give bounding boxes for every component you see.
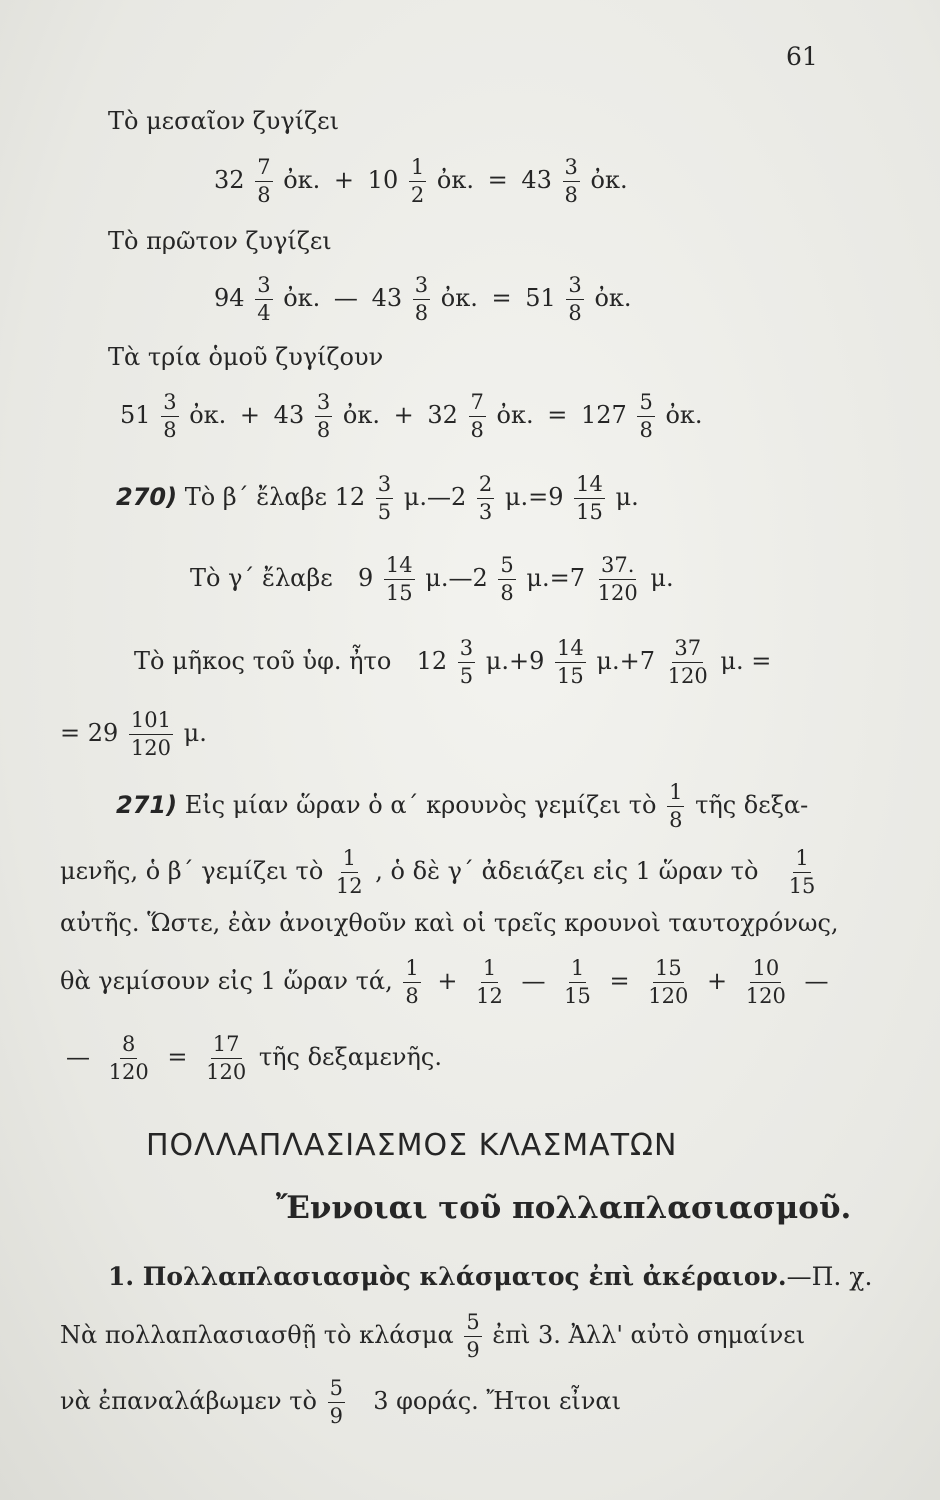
fraction — [498, 555, 515, 604]
unit: μ.—2 — [403, 483, 467, 511]
text-line — [60, 1312, 805, 1361]
line-text: Τὸ γ΄ ἔλαβε — [190, 564, 333, 592]
denominator: 15 — [788, 874, 816, 898]
denominator: 8 — [500, 581, 514, 605]
unit: ὀκ. — [189, 401, 227, 429]
denominator: 8 — [639, 418, 653, 442]
denominator: 5 — [459, 664, 474, 688]
denominator: 9 — [329, 1404, 343, 1428]
fraction — [255, 157, 272, 206]
line-text: , ὁ δὲ γ΄ ἀδειάζει εἰς 1 ὥραν τὸ — [375, 857, 759, 885]
text-line — [116, 782, 808, 831]
text-line: αὐτῆς. Ὥστε, ἐὰν ἀνοιχθοῦν καὶ οἱ τρεῖς κρουνοὶ ταυτοχρόνως, — [60, 909, 839, 937]
numerator: 3 — [376, 474, 393, 499]
text-line — [108, 1262, 872, 1292]
numerator: 10 — [750, 958, 781, 983]
line-text: Εἰς μίαν ὥραν ὁ α΄ κρουνὸς γεμίζει τὸ — [184, 791, 657, 819]
equation-line — [190, 555, 674, 604]
numerator: 1 — [793, 848, 810, 873]
numerator: 5 — [328, 1378, 345, 1403]
operator: + — [239, 401, 261, 429]
unit: ὀκ. — [496, 401, 534, 429]
numerator: 15 — [653, 958, 684, 983]
fraction — [328, 1378, 345, 1427]
number: 32 — [427, 401, 458, 429]
unit: ὀκ. — [665, 401, 703, 429]
denominator: 8 — [163, 418, 177, 442]
denominator: 8 — [414, 301, 429, 325]
operator: + — [437, 967, 458, 995]
paragraph-title: 1. Πολλαπλασιασμὸς κλάσματος ἐπὶ ἀκέραιον. — [108, 1262, 787, 1291]
operator: — — [521, 967, 546, 995]
denominator: 8 — [669, 808, 683, 832]
numerator: 7 — [255, 157, 272, 182]
denominator: 12 — [476, 984, 503, 1008]
denominator: 120 — [745, 984, 786, 1008]
numerator: 5 — [498, 555, 515, 580]
numerator: 17 — [211, 1034, 242, 1059]
denominator: 8 — [316, 418, 331, 442]
denominator: 15 — [564, 984, 591, 1008]
equation-line — [214, 275, 632, 324]
fraction — [413, 275, 430, 324]
line-text: μενῆς, ὁ β΄ γεμίζει τὸ — [60, 857, 324, 885]
equation-line — [60, 1034, 442, 1083]
operator: — — [333, 284, 358, 312]
operator: — — [66, 1043, 90, 1071]
line-text: τῆς δεξαμενῆς. — [258, 1043, 442, 1071]
unit: ὀκ. — [283, 166, 321, 194]
denominator: 15 — [576, 500, 603, 524]
denominator: 8 — [257, 183, 271, 207]
number: 32 — [214, 166, 245, 194]
fraction — [464, 1312, 481, 1361]
number: 51 — [525, 284, 556, 312]
operator: + — [333, 166, 355, 194]
numerator: 14 — [574, 474, 605, 499]
section-heading: ΠΟΛΛΑΠΛΑΣΙΑΣΜΟΣ ΚΛΑΣΜΑΤΩΝ — [146, 1128, 678, 1163]
fraction — [666, 638, 710, 687]
number: 43 — [273, 401, 305, 429]
number: 43 — [371, 284, 403, 312]
text-line: Τὰ τρία ὁμοῦ ζυγίζουν — [108, 343, 384, 371]
problem-number: 271) — [116, 791, 178, 819]
text-line — [60, 1378, 621, 1427]
denominator: 5 — [377, 500, 392, 524]
fraction — [474, 958, 505, 1007]
denominator: 15 — [557, 664, 584, 688]
unit: ὀκ. — [594, 284, 632, 312]
numerator: 2 — [477, 474, 494, 499]
number: 94 — [214, 284, 245, 312]
numerator: 37. — [599, 555, 636, 580]
operator: — — [804, 967, 829, 995]
number: = 29 — [60, 719, 119, 747]
fraction — [334, 848, 365, 897]
page-number: 61 — [786, 42, 818, 71]
fraction — [458, 638, 475, 687]
denominator: 120 — [108, 1060, 149, 1084]
fraction — [744, 958, 788, 1007]
fraction — [574, 474, 605, 523]
unit: μ. — [183, 719, 207, 747]
operator: = — [167, 1043, 188, 1071]
denominator: 120 — [648, 984, 689, 1008]
operator: = — [491, 284, 512, 312]
fraction — [255, 275, 272, 324]
numerator: 7 — [469, 392, 486, 417]
unit: ὀκ. — [436, 166, 474, 194]
denominator: 4 — [257, 301, 271, 325]
numerator: 1 — [341, 848, 358, 873]
problem-number: 270) — [116, 483, 178, 511]
number: 9 — [357, 564, 374, 592]
fraction — [787, 848, 818, 897]
line-text: ἐπὶ 3. Ἀλλ' αὐτὸ σημαίνει — [492, 1321, 806, 1349]
unit: μ.—2 — [425, 564, 488, 592]
line-text: —Π. χ. — [786, 1262, 873, 1291]
equation-line — [60, 710, 207, 759]
numerator: 3 — [458, 638, 475, 663]
denominator: 9 — [466, 1338, 480, 1362]
text-line — [60, 848, 820, 897]
equation-line — [214, 157, 628, 206]
unit: ὀκ. — [440, 284, 478, 312]
line-text: Νὰ πολλαπλασιασθῇ τὸ κλάσμα — [60, 1321, 454, 1349]
fraction — [469, 392, 486, 441]
fraction — [563, 157, 580, 206]
unit: ὀκ. — [590, 166, 628, 194]
numerator: 3 — [563, 157, 580, 182]
number: 51 — [120, 401, 151, 429]
fraction — [637, 392, 654, 441]
unit: μ.+9 — [485, 647, 545, 675]
numerator: 1 — [409, 157, 426, 182]
numerator: 8 — [120, 1034, 137, 1059]
unit: μ.=7 — [526, 564, 586, 592]
operator: = — [487, 166, 508, 194]
unit: ὀκ. — [283, 284, 321, 312]
operator: + — [707, 967, 728, 995]
numerator: 5 — [464, 1312, 481, 1337]
fraction — [161, 392, 178, 441]
denominator: 8 — [568, 301, 582, 325]
numerator: 3 — [255, 275, 272, 300]
fraction — [204, 1034, 248, 1083]
line-text: τῆς δεξα- — [695, 791, 809, 819]
numerator: 5 — [637, 392, 654, 417]
text-line: Τὸ πρῶτον ζυγίζει — [108, 227, 332, 255]
denominator: 3 — [478, 500, 493, 524]
number: 127 — [581, 401, 627, 429]
equation-line — [120, 392, 703, 441]
numerator: 37 — [672, 638, 703, 663]
denominator: 120 — [130, 736, 172, 760]
equation-line — [134, 638, 771, 687]
line-text: θὰ γεμίσουν εἰς 1 ὥραν τά, — [60, 967, 393, 995]
fraction — [107, 1034, 151, 1083]
unit: μ.+7 — [596, 647, 656, 675]
unit: μ. — [615, 483, 639, 511]
numerator: 101 — [129, 710, 173, 735]
denominator: 120 — [206, 1060, 247, 1084]
numerator: 14 — [384, 555, 415, 580]
fraction — [596, 555, 640, 604]
numerator: 3 — [413, 275, 430, 300]
unit: μ. — [650, 564, 674, 592]
unit: ὀκ. — [342, 401, 380, 429]
denominator: 15 — [385, 581, 413, 605]
number: 10 — [367, 166, 399, 194]
fraction — [477, 474, 494, 523]
number: 12 — [416, 647, 448, 675]
fraction — [646, 958, 690, 1007]
denominator: 120 — [597, 581, 638, 605]
numerator: 1 — [667, 782, 684, 807]
fraction — [315, 392, 332, 441]
numerator: 3 — [315, 392, 332, 417]
number: 43 — [521, 166, 552, 194]
denominator: 8 — [564, 183, 578, 207]
denominator: 12 — [335, 874, 363, 898]
line-text: Τὸ μῆκος τοῦ ὑφ. ἦτο — [134, 647, 392, 675]
equation-line — [116, 474, 639, 523]
numerator: 1 — [569, 958, 586, 983]
fraction — [384, 555, 415, 604]
fraction — [562, 958, 593, 1007]
numerator: 3 — [161, 392, 178, 417]
fraction — [667, 782, 684, 831]
denominator: 2 — [410, 183, 425, 207]
operator: = — [609, 967, 630, 995]
operator: + — [393, 401, 414, 429]
denominator: 8 — [405, 984, 419, 1008]
numerator: 3 — [566, 275, 583, 300]
line-text: 3 φοράς. Ἤτοι εἶναι — [373, 1387, 622, 1415]
fraction — [403, 958, 420, 1007]
line-text: Τὸ β΄ ἔλαβε — [184, 483, 327, 511]
unit: μ.=9 — [504, 483, 564, 511]
operator: = — [547, 401, 568, 429]
numerator: 1 — [403, 958, 420, 983]
fraction — [555, 638, 586, 687]
section-subheading: Ἔννοιαι τοῦ πολλαπλασιασμοῦ. — [276, 1190, 852, 1226]
number: 12 — [334, 483, 366, 511]
fraction — [129, 710, 173, 759]
fraction — [566, 275, 583, 324]
fraction — [409, 157, 426, 206]
equation-line — [60, 958, 835, 1007]
numerator: 1 — [481, 958, 498, 983]
denominator: 8 — [470, 418, 484, 442]
line-text: νὰ ἐπαναλάβωμεν τὸ — [60, 1387, 317, 1415]
text-line: Τὸ μεσαῖον ζυγίζει — [108, 107, 339, 135]
unit: μ. = — [720, 647, 772, 675]
numerator: 14 — [555, 638, 586, 663]
fraction — [376, 474, 393, 523]
denominator: 120 — [667, 664, 708, 688]
